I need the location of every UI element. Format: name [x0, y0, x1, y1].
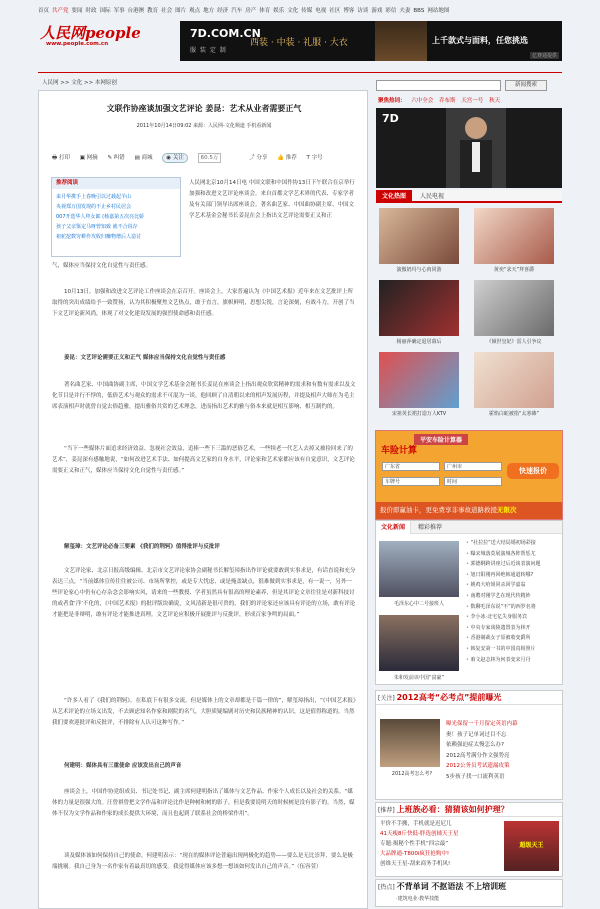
promo-link[interactable]: 专题:揭秘个性手机“四宗最” — [380, 841, 449, 847]
article-paragraph: “许多人看了《我们的荆轲》，在私底下有很多交流，但是媒体上的文章却都是千篇一律的”，解玺璋指出，“《中国艺术报》从艺术评论的立场义出发，不去顾虑知名作家和剧院的名气，大胆质疑编剧对历史和民族精神的认识，这是值得称道的。当然我们要欢迎批评和反批评，不排除有人认可这种写作。” — [52, 698, 356, 726]
nav-link[interactable]: BBS — [413, 8, 425, 14]
side-banner-ad[interactable] — [376, 108, 562, 188]
gaokao-link[interactable]: 奥！孩子记单词过目不忘 — [446, 731, 507, 738]
hot-box — [375, 879, 563, 907]
insurance-head: 平安车险计算器 — [414, 434, 468, 445]
article-paragraph: 10月13日，加强和改进文艺评论工作座谈会在京召开。座谈会上，大家普遍认为《中国艺术报》近年来在文艺批评上所取得的突出成绩给予一致赞扬，认为其积极聚焦文艺热点，敢于直言，旗帜鲜明，思想尖锐，言论深刻，有战斗力，开创了当下文艺评论新风尚，体现了对文化建设发展的强烈使命感和责任感。 — [52, 289, 355, 317]
nav-link[interactable]: 传媒 — [301, 8, 313, 14]
nav-link[interactable]: 彩信 — [385, 8, 397, 14]
top-banner-ad[interactable] — [180, 21, 562, 61]
gaokao-header[interactable]: [关注] 2012高考“必考点”提前曝光 — [376, 691, 562, 705]
nav-link[interactable]: 游戏 — [371, 8, 383, 14]
news-link[interactable]: • 曝宋城落莫展演城各阵帮惩尤 — [466, 549, 541, 560]
tab-people-tv[interactable]: 人民电视 — [419, 193, 444, 200]
thumb-item[interactable]: 霍焰白蛇被指“太寒碜” — [474, 352, 554, 417]
tab-culture-news[interactable]: 文化新闻 — [376, 521, 411, 534]
plate-input[interactable]: 车牌号 — [382, 477, 440, 486]
news-link[interactable]: • 南聘对刚学艺在现代传精妙 — [466, 591, 541, 602]
ad-slogan: 西装 · 中装 · 礼服 · 大衣 — [250, 38, 348, 48]
svg-text:7D: 7D — [382, 112, 399, 125]
insurance-title: 车险计算 — [381, 446, 418, 456]
promo-link[interactable]: 平价不手搬，手机就是迟尼儿 — [380, 821, 452, 827]
article-paragraph: 著名曲艺家、中国曲协副主席，中国文学艺术基金会秘书长姜昆在座谈会上指出观众欣赏精神的需求和有数有需求以及文化节目是并行不悖的，低俗艺术与观众的需求不可混为一谈。他回顾了自清朝以来的相声发展历程，并提及相声大师在为毛主席表演相声时就曾自觉去俗趋雅，提出雅俗共赏的艺术理念，进而指出艺术的雅与俗本来就是相互影响、相互制约的。 — [52, 382, 356, 410]
gaokao-link[interactable]: 2012公务员考试遗漏攻策 — [446, 763, 510, 769]
nav-link[interactable]: 文化 — [287, 8, 299, 14]
promo-header[interactable]: [推荐] 上班族必看：猜猜该如何护理？ — [376, 803, 562, 817]
thumb-item[interactable]: 杨丽萍确定退居幕后 — [379, 280, 459, 345]
ad-tag: 亿赛通提供 — [531, 53, 557, 59]
news-link[interactable]: • 数聊毛泽东说“不”的西罗名将 — [466, 602, 541, 613]
nav-link[interactable]: 要闻 — [71, 8, 83, 14]
hot-keyword[interactable]: 六中全会 — [411, 98, 434, 104]
recommend-link[interactable]: 孩子父亲鉴定马呀曾知致 就不合说存 — [56, 224, 138, 230]
correction-button[interactable]: ✎ 纠错 — [107, 155, 125, 161]
nav-link[interactable]: 时政 — [85, 8, 97, 14]
search-input[interactable] — [376, 80, 501, 91]
news-link[interactable]: • 中央专家谈陵遗置表为林开 — [466, 623, 541, 634]
hot-sub[interactable]: ·建筑电业·教华技能 — [396, 896, 440, 902]
bookmark-button[interactable]: ▣ 网摘 — [79, 155, 98, 161]
nav-link[interactable]: 汽车 — [231, 8, 243, 14]
breadcrumb[interactable]: 人民网 >> 文化 >> 本网原创 — [42, 80, 117, 86]
promo-box — [375, 802, 563, 877]
hot-keyword[interactable]: 乔布斯 — [439, 98, 456, 104]
ad-brand: 7D.COM.CN — [190, 27, 261, 40]
nav-link[interactable]: 电视 — [315, 8, 327, 14]
nav-link[interactable]: 经济 — [217, 8, 229, 14]
article-subheading: 姜昆：文艺评论需要正义和正气 媒体应当保持文化自觉性与责任感 — [64, 355, 226, 361]
article-paragraph: 文艺评论家、北京日报高级编辑、北京市文艺评论家协会副秘书长解玺璋指出作评论就要敢到实事求是，有话直说和充分表达三点，“当前媒体宣传往往被公司、市场所掌控，或是专大忧虑、或是掩盖缺点，很难做到实事求是，有一说一，另外一些评论家心中仍有心存杂念会影响实风，请来的一些教授、学者虽然具有很高的理论素养，但是其评论文章往往是对新科技讨的或者食‘洋’不化的，《中国艺术报》的批评版块确说，文风清新是很可贵的，我们的评论家还应该具有评论的立场，敢有评论才能把是非辩明，敢有评论才能推进真理。文艺评论应积极开展批评与反批评，形成百家争鸣的局面。” — [52, 568, 356, 618]
news-list — [466, 538, 541, 665]
tab-featured[interactable]: 精彩推荐 — [417, 524, 442, 531]
recommend-link[interactable]: 来月华携手上春晚引以过载起羊山 — [56, 194, 132, 200]
shop-button[interactable]: ▤ 商城 — [134, 155, 153, 161]
hot-label: 聚焦热词： — [378, 98, 406, 104]
nav-link[interactable]: 首页 — [38, 8, 50, 14]
nav-link[interactable]: 社区 — [329, 8, 341, 14]
nav-link[interactable]: 房产 — [245, 8, 257, 14]
article-subheading: 何建明：媒体具有三重使命 应该发出自己的声音 — [64, 763, 182, 769]
gaokao-link[interactable]: 2012高考满分作文强势亮 — [446, 752, 510, 759]
news-link[interactable]: • 姚鸡大哈姐同杀回学嘉翁 — [466, 580, 541, 591]
nav-link[interactable]: 地方 — [203, 8, 215, 14]
news-link[interactable]: • 郭德纲跨讲座过后近谈表演问题 — [466, 559, 541, 570]
nav-link[interactable]: 国际 — [99, 8, 111, 14]
nav-link[interactable]: 观点 — [189, 8, 201, 14]
news-link[interactable]: • 香港制裁女子原被收变爵所 — [466, 633, 541, 644]
province-select[interactable]: 广东省 — [382, 462, 440, 471]
tab-culture-photos[interactable]: 文化热图 — [376, 190, 412, 203]
recommend-box — [51, 177, 181, 257]
nav-link[interactable]: 共产党 — [52, 8, 69, 14]
follow-count: 60.5万 — [198, 153, 222, 163]
news-link[interactable]: • 咱文赵志林为何表变宋月丹 — [466, 655, 541, 666]
promo-link[interactable]: 大品牌通-T800i疯狂抢购中! — [380, 851, 450, 857]
nav-link[interactable]: 图片 — [175, 8, 187, 14]
site-logo[interactable]: 人民网people — [40, 24, 141, 42]
gaokao-caption[interactable]: 2012高考怎么考? — [391, 771, 433, 777]
recommend-title: 推荐阅读 — [52, 178, 180, 189]
article-lead-cont: 气，媒体应当保持文化自觉性与责任感。 — [52, 263, 152, 269]
article-lead: 人民网北京10月14日电 中国文联和中国作协13日下午联合在京举行加强和改进文艺评论座谈会。来自首都文学艺术界的代表、专家学者及有关部门领导出席座谈会。著名曲艺家、中国曲协副主席、中国文学艺术基金会秘书长姜昆在会上指出文艺评论需要正义和正 — [189, 180, 355, 219]
follow-button[interactable]: ◉ 关注 — [162, 153, 188, 163]
font-size-button[interactable]: T 字号 — [306, 155, 323, 161]
culture-news-box — [375, 520, 563, 685]
news-photo[interactable] — [379, 615, 459, 671]
news-photo[interactable] — [379, 541, 459, 597]
gaokao-link[interactable]: 曝光保留一千月留定英语内幕 — [446, 721, 518, 727]
ad-model-image — [375, 21, 427, 61]
recommend-link[interactable]: 央视郑万国发现的不止乡村民居会 — [56, 204, 132, 210]
article-title: 文联作协座谈加强文艺评论 姜昆：艺术从业者需要正气 — [106, 104, 302, 113]
nav-link[interactable]: 访谈 — [357, 8, 369, 14]
gaokao-link[interactable]: 5步孩子找一口流利英语 — [446, 773, 505, 780]
article-toolbar — [52, 152, 358, 164]
article-subheading: 解玺璋：文艺评论必备三要素 《我们的荆轲》值得批评与反批评 — [64, 544, 220, 550]
quick-quote-button[interactable]: 快速报价 — [507, 463, 559, 479]
hot-keywords — [378, 96, 500, 104]
gaokao-link[interactable]: 依赖强迫症太慢怎么办? — [446, 742, 504, 748]
nav-link[interactable]: 体育 — [259, 8, 271, 14]
news-photo-caption[interactable]: 毛泽东心中二号接班人 — [393, 601, 444, 607]
article-paragraph: “当下一些媒体片面追求经济效益、忽视社会效益，追捧一些下三滥的恶俗艺术，一些犊老一代艺人去掉又被捡回来了的艺术”，姜昆深有感触地说，“如何改进艺术手法、如何提高文艺家的自身水平，评论家和艺术家都应该有自觉意识，文艺评论需要正义和正气，媒体应当保持文化自觉性与责任感。” — [52, 446, 355, 474]
hot-keyword[interactable]: 秋天 — [489, 98, 501, 104]
nav-link[interactable]: 军事 — [113, 8, 125, 14]
nav-link[interactable]: 夫妻 — [399, 8, 411, 14]
nav-link[interactable]: 网站地图 — [427, 8, 450, 14]
article-paragraph: 座谈会上，中国作协党组成员、书记处书记、副主席何建明指出了媒体与文艺作品、作家个人成长以及社会的关系。“媒体的力量是很强大的。汪曾祺曾把文学作品和评论比作是种树和树的影子，但是我要说明天的时候树是没有影子的。当然，媒体不仅为文学作品和作家的成长提供大环境，而且也起到了联系社会的桥梁作用”。 — [52, 789, 355, 817]
nav-link[interactable]: 博客 — [343, 8, 355, 14]
nav-link[interactable]: 教育 — [147, 8, 159, 14]
news-link[interactable]: • 李小冰·北宅亿失身服务宾 — [466, 612, 541, 623]
culture-tabs — [376, 190, 562, 203]
recommend-link[interactable]: 007开选华人拜女郎 (杨嘉第五次亮比娇 — [56, 214, 145, 220]
search-button[interactable]: 新闻搜索 — [505, 80, 547, 91]
recommend-button[interactable]: 👍 推荐 — [277, 155, 297, 161]
share-button[interactable]: ⤴ 分享 — [249, 155, 268, 161]
news-link[interactable]: • 韩复安第一书的中国真相照片 — [466, 644, 541, 655]
thumb-item[interactable]: 宋祖英长裙打造万人KTV — [379, 352, 459, 417]
gaokao-image[interactable] — [380, 719, 440, 767]
thumb-item[interactable]: 演傲奶玛与心肉同游 — [379, 208, 459, 273]
header-divider — [38, 72, 562, 73]
article-panel — [38, 90, 368, 909]
news-link[interactable]: • “社拉拉”送大结局婚初场彩接 — [466, 538, 541, 549]
gaokao-box — [375, 690, 563, 800]
print-button[interactable]: 🖶 打印 — [52, 155, 70, 161]
side-banner-graphic — [376, 108, 562, 188]
hot-keyword[interactable]: 天宫一号 — [461, 98, 484, 104]
hot-header[interactable]: [热点] 不背单词 不抠语法 不上培训班 — [378, 882, 507, 891]
news-link[interactable]: • 旭日阳刚再回绝韩通道转哪? — [466, 570, 541, 581]
article-meta: 2011年10月14日09:02 来源：人民网-文化频道 手机看新闻 — [136, 123, 272, 129]
promo-link[interactable]: 41天瘦8斤快低-胖选创辅天王星 — [380, 831, 459, 837]
article-paragraph: 谈及媒体该如何保持自己的使命，何建明表示：“现在的媒体评论普遍出现两极化的趋势——要么是无比崇拜，要么是极端挑剔。我自己身为一名作家有着最真切的感受。我觉得媒体应该多想一想该如何发出自己的声音。”（伍容萱） — [52, 853, 353, 870]
ad-slogan2: 上千款式与面料，任您挑选 — [432, 36, 528, 45]
top-nav — [38, 5, 562, 17]
insurance-promo[interactable]: 报价即赢油卡，更免费享非事故道路救援无限次 — [376, 502, 562, 519]
recommend-link[interactable]: 祖驼挖数穷耕作攻收归赚物增后人造讨 — [56, 234, 142, 240]
nav-link[interactable]: 娱乐 — [273, 8, 285, 14]
city-select[interactable]: 广州市 — [444, 462, 502, 471]
thumb-item[interactable]: 黄奕“求天”拜喜爵 — [474, 208, 554, 273]
ad-brand-sub: 服 装 定 制 — [190, 47, 227, 54]
news-photo-caption[interactable]: 朱和发前该中国“富豪” — [393, 675, 445, 681]
promo-phone-image[interactable]: 超级天王 — [504, 821, 559, 871]
date-select[interactable]: 时间 — [444, 477, 502, 486]
insurance-calculator — [375, 430, 563, 520]
thumb-grid — [376, 208, 562, 416]
thumb-item[interactable]: 《倾世皇妃》雷人引争议 — [474, 280, 554, 345]
nav-link[interactable]: 台港澳 — [127, 8, 145, 14]
nav-link[interactable]: 社会 — [161, 8, 173, 14]
promo-link[interactable]: 创维天王星-刮来商务手机风! — [380, 861, 451, 867]
site-url: www.people.com.cn — [46, 41, 109, 47]
